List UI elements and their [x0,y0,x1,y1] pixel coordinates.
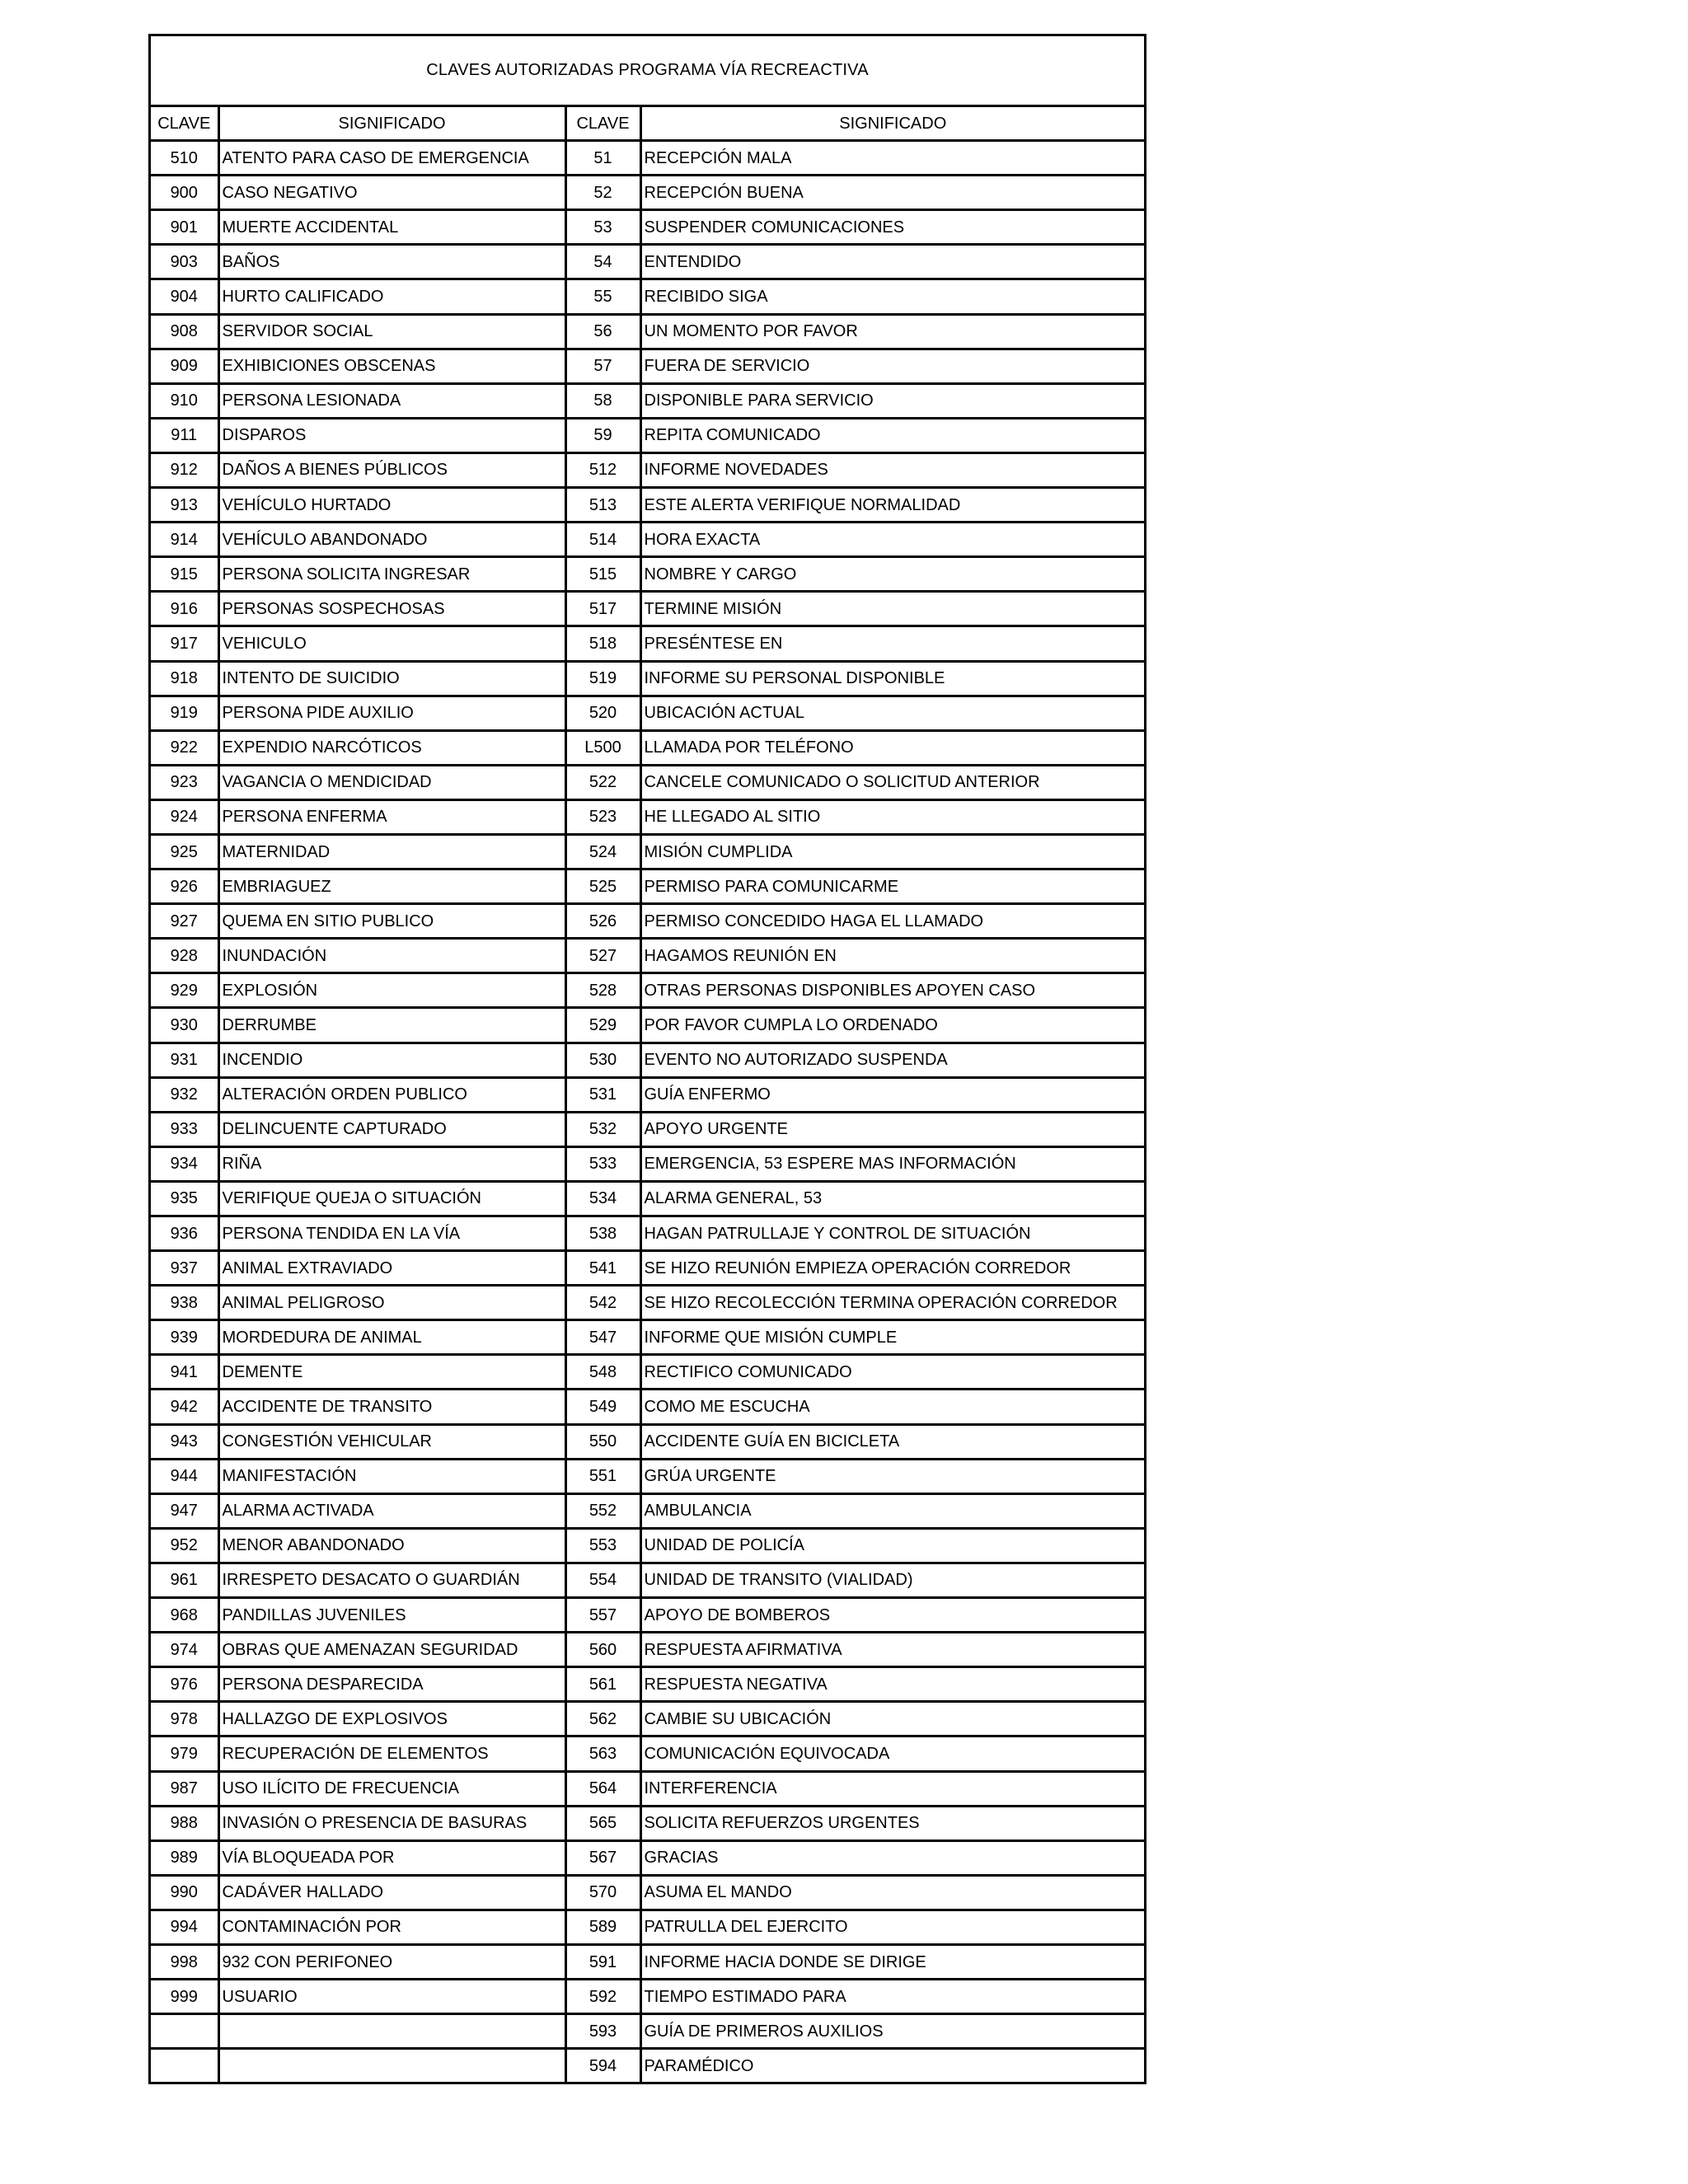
left-code-cell: 919 [151,696,218,730]
left-meaning-cell: CASO NEGATIVO [218,176,565,210]
right-code-cell: 564 [565,1771,640,1806]
table-row [151,1390,1144,1424]
right-code-cell: 560 [565,1633,640,1667]
left-code-cell: 998 [151,1944,218,1979]
table-row [151,279,1144,314]
left-meaning-cell: DAÑOS A BIENES PÚBLICOS [218,452,565,487]
right-meaning-cell: GRÚA URGENTE [640,1459,1144,1493]
table-row [151,1598,1144,1633]
left-meaning-cell: DISPAROS [218,418,565,452]
left-meaning-cell: CADÁVER HALLADO [218,1875,565,1910]
right-code-cell: 55 [565,279,640,314]
left-code-cell: 930 [151,1008,218,1043]
table-row [151,557,1144,592]
table-row [151,1667,1144,1702]
right-code-cell: 550 [565,1424,640,1459]
left-meaning-cell: MATERNIDAD [218,834,565,869]
left-code-cell: 994 [151,1910,218,1944]
left-meaning-cell: SERVIDOR SOCIAL [218,314,565,349]
right-code-cell: 58 [565,383,640,418]
table-row [151,939,1144,973]
table-row [151,1840,1144,1875]
left-meaning-cell: MUERTE ACCIDENTAL [218,210,565,245]
right-code-cell: 593 [565,2014,640,2049]
right-meaning-cell: ASUMA EL MANDO [640,1875,1144,1910]
left-code-cell: 938 [151,1286,218,1320]
table-row [151,904,1144,939]
left-meaning-cell: 932 CON PERIFONEO [218,1944,565,1979]
right-meaning-cell: RESPUESTA NEGATIVA [640,1667,1144,1702]
right-code-cell: 518 [565,626,640,661]
table-row [151,765,1144,799]
right-meaning-cell: LLAMADA POR TELÉFONO [640,730,1144,765]
right-code-cell: 528 [565,973,640,1008]
right-meaning-cell: TERMINE MISIÓN [640,592,1144,626]
left-code-cell: 929 [151,973,218,1008]
left-code-cell: 934 [151,1146,218,1181]
left-meaning-cell: EXHIBICIONES OBSCENAS [218,349,565,383]
header-clave-right: CLAVE [565,107,640,141]
right-code-cell: 530 [565,1043,640,1077]
left-code-cell: 901 [151,210,218,245]
left-code-cell: 916 [151,592,218,626]
right-meaning-cell: APOYO DE BOMBEROS [640,1598,1144,1633]
right-meaning-cell: PERMISO CONCEDIDO HAGA EL LLAMADO [640,904,1144,939]
right-meaning-cell: UNIDAD DE POLICÍA [640,1528,1144,1563]
left-code-cell: 987 [151,1771,218,1806]
table-row [151,973,1144,1008]
left-meaning-cell: VEHÍCULO HURTADO [218,488,565,523]
left-code-cell: 988 [151,1806,218,1840]
left-meaning-cell: MORDEDURA DE ANIMAL [218,1320,565,1355]
left-code-cell: 918 [151,661,218,696]
right-code-cell: 551 [565,1459,640,1493]
right-code-cell: 52 [565,176,640,210]
table-row [151,1980,1144,2014]
right-meaning-cell: UNIDAD DE TRANSITO (VIALIDAD) [640,1563,1144,1597]
table-row [151,1355,1144,1390]
table-row [151,1910,1144,1944]
left-code-cell: 990 [151,1875,218,1910]
right-code-cell: 589 [565,1910,640,1944]
table-row [151,626,1144,661]
right-meaning-cell: SE HIZO REUNIÓN EMPIEZA OPERACIÓN CORREDOR [640,1251,1144,1286]
right-meaning-cell: INFORME QUE MISIÓN CUMPLE [640,1320,1144,1355]
right-meaning-cell: RECEPCIÓN BUENA [640,176,1144,210]
left-meaning-cell: VEHÍCULO ABANDONADO [218,523,565,557]
right-meaning-cell: ALARMA GENERAL, 53 [640,1181,1144,1216]
left-meaning-cell: RECUPERACIÓN DE ELEMENTOS [218,1736,565,1771]
table-row [151,1181,1144,1216]
right-meaning-cell: PARAMÉDICO [644,2056,754,2075]
table-row [151,314,1144,349]
right-code-cell: 557 [565,1598,640,1633]
table-row [151,1216,1144,1251]
right-meaning-cell: GRACIAS [640,1840,1144,1875]
table-row [151,869,1144,904]
left-code-cell: 912 [151,452,218,487]
table-row [151,523,1144,557]
left-code-cell: 910 [151,383,218,418]
right-code-cell: 513 [565,488,640,523]
left-code-cell [151,2049,218,2083]
left-code-cell: 943 [151,1424,218,1459]
header-clave-left: CLAVE [151,107,218,141]
table-row [151,834,1144,869]
header-significado-left: SIGNIFICADO [218,107,565,141]
right-code-cell: 59 [565,418,640,452]
left-meaning-cell: EXPLOSIÓN [218,973,565,1008]
table-row [151,1806,1144,1840]
codes-table-sheet [148,34,1146,2084]
table-row [151,799,1144,834]
right-meaning-cell: RESPUESTA AFIRMATIVA [640,1633,1144,1667]
table-row [151,210,1144,245]
left-code-cell: 927 [151,904,218,939]
table-row [151,696,1144,730]
table-row [151,349,1144,383]
left-code-cell: 917 [151,626,218,661]
left-meaning-cell: MANIFESTACIÓN [218,1459,565,1493]
right-code-cell: 57 [565,349,640,383]
right-code-cell: 553 [565,1528,640,1563]
left-code-cell: 942 [151,1390,218,1424]
right-code-cell: 594 [565,2049,640,2083]
right-meaning-cell: COMO ME ESCUCHA [640,1390,1144,1424]
left-meaning-cell: HURTO CALIFICADO [218,279,565,314]
left-code-cell: 924 [151,799,218,834]
left-meaning-cell: PERSONA DESPARECIDA [218,1667,565,1702]
right-code-cell: 523 [565,799,640,834]
right-code-cell: 54 [565,245,640,279]
table-row [151,1875,1144,1910]
left-code-cell: 974 [151,1633,218,1667]
right-code-cell: 520 [565,696,640,730]
right-meaning-cell: SE HIZO RECOLECCIÓN TERMINA OPERACIÓN CORREDOR [640,1286,1144,1320]
left-meaning-cell: INCENDIO [218,1043,565,1077]
right-meaning-cell: EVENTO NO AUTORIZADO SUSPENDA [640,1043,1144,1077]
right-meaning-cell: HAGAN PATRULLAJE Y CONTROL DE SITUACIÓN [640,1216,1144,1251]
table-row [151,488,1144,523]
right-code-cell: 515 [565,557,640,592]
table-row [151,730,1144,765]
right-code-cell: 554 [565,1563,640,1597]
right-code-cell: 51 [565,141,640,176]
right-code-cell: 56 [565,314,640,349]
left-meaning-cell: DELINCUENTE CAPTURADO [218,1112,565,1146]
table-row [151,176,1144,210]
left-code-cell: 978 [151,1702,218,1736]
left-code-cell: 944 [151,1459,218,1493]
right-code-cell: 538 [565,1216,640,1251]
left-code-cell: 903 [151,245,218,279]
right-meaning-cell: PERMISO PARA COMUNICARME [640,869,1144,904]
right-meaning-cell: CANCELE COMUNICADO O SOLICITUD ANTERIOR [640,765,1144,799]
right-meaning-cell: CAMBIE SU UBICACIÓN [640,1702,1144,1736]
right-meaning-cell: EMERGENCIA, 53 ESPERE MAS INFORMACIÓN [640,1146,1144,1181]
left-meaning-cell: PERSONA TENDIDA EN LA VÍA [218,1216,565,1251]
left-code-cell: 976 [151,1667,218,1702]
left-meaning-cell: PERSONA ENFERMA [218,799,565,834]
right-code-cell: 565 [565,1806,640,1840]
left-code-cell: 510 [151,141,218,176]
left-meaning-cell: EXPENDIO NARCÓTICOS [218,730,565,765]
table-row [151,141,1144,176]
left-meaning-cell: OBRAS QUE AMENAZAN SEGURIDAD [218,1633,565,1667]
right-meaning-cell: PATRULLA DEL EJERCITO [640,1910,1144,1944]
left-code-cell: 909 [151,349,218,383]
right-code-cell: 548 [565,1355,640,1390]
left-meaning-cell: ACCIDENTE DE TRANSITO [218,1390,565,1424]
left-code-cell [151,2014,218,2049]
left-meaning-cell: ANIMAL PELIGROSO [218,1286,565,1320]
right-meaning-cell: INTERFERENCIA [640,1771,1144,1806]
table-row [151,1424,1144,1459]
right-code-cell: 561 [565,1667,640,1702]
table-row [151,1736,1144,1771]
right-meaning-cell: APOYO URGENTE [640,1112,1144,1146]
right-meaning-cell: RECTIFICO COMUNICADO [640,1355,1144,1390]
left-meaning-cell: PERSONA SOLICITA INGRESAR [218,557,565,592]
right-meaning-cell: TIEMPO ESTIMADO PARA [640,1980,1144,2014]
right-meaning-cell: SOLICITA REFUERZOS URGENTES [640,1806,1144,1840]
table-row [151,452,1144,487]
right-code-cell: 526 [565,904,640,939]
left-meaning-cell: INTENTO DE SUICIDIO [218,661,565,696]
left-meaning-cell: VAGANCIA O MENDICIDAD [218,765,565,799]
right-code-cell: 532 [565,1112,640,1146]
left-code-cell: 908 [151,314,218,349]
left-meaning-cell: ANIMAL EXTRAVIADO [218,1251,565,1286]
right-meaning-cell: REPITA COMUNICADO [640,418,1144,452]
right-meaning-cell: HE LLEGADO AL SITIO [640,799,1144,834]
right-code-cell: 524 [565,834,640,869]
left-meaning-cell: DEMENTE [218,1355,565,1390]
left-code-cell: 915 [151,557,218,592]
left-meaning-cell: VÍA BLOQUEADA POR [218,1840,565,1875]
left-code-cell: 937 [151,1251,218,1286]
left-meaning-cell: DERRUMBE [218,1008,565,1043]
left-code-cell: 979 [151,1736,218,1771]
right-code-cell: 519 [565,661,640,696]
left-code-cell: 933 [151,1112,218,1146]
table-row [151,2049,1144,2083]
right-meaning-cell: AMBULANCIA [640,1493,1144,1528]
right-code-cell: 517 [565,592,640,626]
table-title: CLAVES AUTORIZADAS PROGRAMA VÍA RECREACTIVA [151,36,1144,107]
left-code-cell: 911 [151,418,218,452]
table-row [151,1251,1144,1286]
left-code-cell: 926 [151,869,218,904]
left-meaning-cell [218,2049,565,2083]
left-meaning-cell: EMBRIAGUEZ [218,869,565,904]
right-code-cell: 547 [565,1320,640,1355]
right-meaning-cell: MISIÓN CUMPLIDA [640,834,1144,869]
left-code-cell: 947 [151,1493,218,1528]
right-meaning-cell: NOMBRE Y CARGO [640,557,1144,592]
table-row [151,418,1144,452]
left-code-cell: 968 [151,1598,218,1633]
right-meaning-cell: ACCIDENTE GUÍA EN BICICLETA [640,1424,1144,1459]
table-row [151,1043,1144,1077]
left-meaning-cell: VERIFIQUE QUEJA O SITUACIÓN [218,1181,565,1216]
right-meaning-cell: HORA EXACTA [640,523,1144,557]
right-meaning-cell: GUÍA ENFERMO [640,1077,1144,1112]
right-meaning-cell: FUERA DE SERVICIO [640,349,1144,383]
right-code-cell: 541 [565,1251,640,1286]
right-code-cell: 567 [565,1840,640,1875]
left-meaning-cell: PANDILLAS JUVENILES [218,1598,565,1633]
table-row [151,592,1144,626]
right-meaning-cell: DISPONIBLE PARA SERVICIO [640,383,1144,418]
header-row [151,107,1144,141]
table-row [151,1493,1144,1528]
right-code-cell: 591 [565,1944,640,1979]
left-meaning-cell: IRRESPETO DESACATO O GUARDIÁN [218,1563,565,1597]
codes-table [151,107,1144,2082]
table-row [151,1146,1144,1181]
right-meaning-cell: RECEPCIÓN MALA [640,141,1144,176]
left-meaning-cell: VEHICULO [218,626,565,661]
left-code-cell: 989 [151,1840,218,1875]
left-code-cell: 999 [151,1980,218,2014]
right-meaning-cell: POR FAVOR CUMPLA LO ORDENADO [640,1008,1144,1043]
left-code-cell: 925 [151,834,218,869]
right-meaning-cell: ESTE ALERTA VERIFIQUE NORMALIDAD [640,488,1144,523]
left-code-cell: 923 [151,765,218,799]
right-code-cell: L500 [565,730,640,765]
left-code-cell: 939 [151,1320,218,1355]
table-row [151,1286,1144,1320]
right-code-cell: 534 [565,1181,640,1216]
table-row [151,1008,1144,1043]
left-meaning-cell: RIÑA [218,1146,565,1181]
table-row [151,1077,1144,1112]
left-meaning-cell: HALLAZGO DE EXPLOSIVOS [218,1702,565,1736]
table-row [151,1563,1144,1597]
right-code-cell: 533 [565,1146,640,1181]
left-meaning-cell: CONGESTIÓN VEHICULAR [218,1424,565,1459]
left-code-cell: 900 [151,176,218,210]
left-meaning-cell: ALTERACIÓN ORDEN PUBLICO [218,1077,565,1112]
table-row [151,1459,1144,1493]
left-meaning-cell: PERSONAS SOSPECHOSAS [218,592,565,626]
right-meaning-cell: ENTENDIDO [640,245,1144,279]
right-meaning-cell: COMUNICACIÓN EQUIVOCADA [640,1736,1144,1771]
table-row [151,661,1144,696]
left-meaning-cell: ATENTO PARA CASO DE EMERGENCIA [218,141,565,176]
right-code-cell: 542 [565,1286,640,1320]
right-meaning-cell: GUÍA DE PRIMEROS AUXILIOS [640,2014,1144,2049]
right-meaning-cell: RECIBIDO SIGA [640,279,1144,314]
right-meaning-cell: INFORME NOVEDADES [640,452,1144,487]
right-meaning-cell: UBICACIÓN ACTUAL [640,696,1144,730]
table-row [151,1702,1144,1736]
right-code-cell: 522 [565,765,640,799]
right-meaning-cell: INFORME HACIA DONDE SE DIRIGE [640,1944,1144,1979]
left-meaning-cell: INUNDACIÓN [218,939,565,973]
right-code-cell: 570 [565,1875,640,1910]
right-code-cell: 531 [565,1077,640,1112]
left-code-cell: 904 [151,279,218,314]
right-meaning-cell: SUSPENDER COMUNICACIONES [640,210,1144,245]
right-code-cell: 512 [565,452,640,487]
right-code-cell: 525 [565,869,640,904]
left-code-cell: 935 [151,1181,218,1216]
left-meaning-cell: CONTAMINACIÓN POR [218,1910,565,1944]
left-code-cell: 913 [151,488,218,523]
table-row [151,1944,1144,1979]
right-meaning-cell: INFORME SU PERSONAL DISPONIBLE [640,661,1144,696]
left-code-cell: 931 [151,1043,218,1077]
table-row [151,245,1144,279]
right-code-cell: 53 [565,210,640,245]
right-meaning-cell: HAGAMOS REUNIÓN EN [640,939,1144,973]
table-row [151,383,1144,418]
left-meaning-cell: INVASIÓN O PRESENCIA DE BASURAS [218,1806,565,1840]
left-code-cell: 961 [151,1563,218,1597]
table-row [151,1633,1144,1667]
left-code-cell: 914 [151,523,218,557]
left-code-cell: 932 [151,1077,218,1112]
left-code-cell: 952 [151,1528,218,1563]
right-code-cell: 592 [565,1980,640,2014]
right-code-cell: 514 [565,523,640,557]
table-row [151,1528,1144,1563]
left-code-cell: 941 [151,1355,218,1390]
right-meaning-cell: PRESÉNTESE EN [640,626,1144,661]
left-meaning-cell: QUEMA EN SITIO PUBLICO [218,904,565,939]
right-code-cell: 549 [565,1390,640,1424]
left-code-cell: 922 [151,730,218,765]
left-meaning-cell: MENOR ABANDONADO [218,1528,565,1563]
table-row [151,1112,1144,1146]
left-meaning-cell [218,2014,565,2049]
left-meaning-cell: USUARIO [218,1980,565,2014]
right-code-cell: 563 [565,1736,640,1771]
header-significado-right: SIGNIFICADO [640,107,1144,141]
right-meaning-cell: UN MOMENTO POR FAVOR [640,314,1144,349]
left-meaning-cell: PERSONA PIDE AUXILIO [218,696,565,730]
right-code-cell: 562 [565,1702,640,1736]
left-meaning-cell: USO ILÍCITO DE FRECUENCIA [218,1771,565,1806]
table-row [151,2014,1144,2049]
table-row [151,1771,1144,1806]
right-meaning-cell: OTRAS PERSONAS DISPONIBLES APOYEN CASO [640,973,1144,1008]
left-meaning-cell: ALARMA ACTIVADA [218,1493,565,1528]
right-code-cell: 529 [565,1008,640,1043]
right-code-cell: 552 [565,1493,640,1528]
left-meaning-cell: PERSONA LESIONADA [218,383,565,418]
left-meaning-cell: BAÑOS [218,245,565,279]
table-body [151,141,1144,2083]
left-code-cell: 928 [151,939,218,973]
table-row [151,1320,1144,1355]
left-code-cell: 936 [151,1216,218,1251]
right-code-cell: 527 [565,939,640,973]
